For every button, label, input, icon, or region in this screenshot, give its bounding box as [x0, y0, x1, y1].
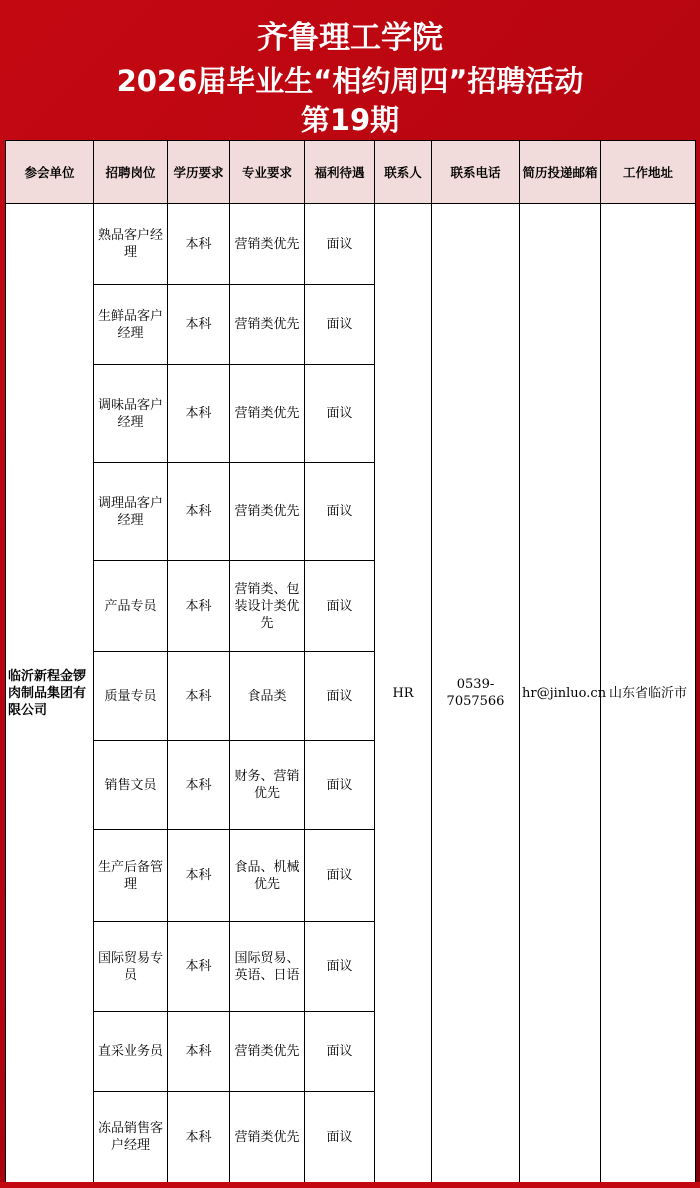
education-cell: 本科 — [168, 1012, 230, 1092]
education-cell: 本科 — [168, 463, 230, 561]
col-header-phone: 联系电话 — [432, 141, 520, 204]
education-cell: 本科 — [168, 561, 230, 652]
event-title: 2026届毕业生“相约周四”招聘活动 — [116, 64, 584, 98]
position-cell: 产品专员 — [94, 561, 168, 652]
col-header-contact: 联系人 — [375, 141, 432, 204]
poster-title — [0, 0, 700, 140]
welfare-cell: 面议 — [305, 365, 375, 463]
welfare-cell: 面议 — [305, 204, 375, 285]
major-cell: 营销类优先 — [230, 365, 305, 463]
bottom-decoration — [0, 1182, 700, 1188]
welfare-cell: 面议 — [305, 1012, 375, 1092]
position-cell: 销售文员 — [94, 741, 168, 830]
recruitment-table — [5, 140, 696, 1183]
major-cell: 营销类、包装设计类优先 — [230, 561, 305, 652]
welfare-cell: 面议 — [305, 741, 375, 830]
major-cell: 营销类优先 — [230, 1092, 305, 1183]
position-cell: 调味品客户经理 — [94, 365, 168, 463]
education-cell: 本科 — [168, 652, 230, 741]
welfare-cell: 面议 — [305, 830, 375, 922]
education-cell: 本科 — [168, 285, 230, 365]
major-cell: 营销类优先 — [230, 285, 305, 365]
education-cell: 本科 — [168, 204, 230, 285]
col-header-position: 招聘岗位 — [94, 141, 168, 204]
position-cell: 熟品客户经理 — [94, 204, 168, 285]
col-header-address: 工作地址 — [601, 141, 696, 204]
table-header-row — [6, 141, 696, 204]
phone-cell: 0539-7057566 — [432, 204, 520, 1183]
welfare-cell: 面议 — [305, 652, 375, 741]
major-cell: 国际贸易、英语、日语 — [230, 922, 305, 1012]
position-cell: 直采业务员 — [94, 1012, 168, 1092]
welfare-cell: 面议 — [305, 922, 375, 1012]
education-cell: 本科 — [168, 830, 230, 922]
address-cell: 山东省临沂市 — [601, 204, 696, 1183]
major-cell: 食品类 — [230, 652, 305, 741]
contact-cell: HR — [375, 204, 432, 1183]
table-row — [6, 204, 696, 285]
position-cell: 质量专员 — [94, 652, 168, 741]
education-cell: 本科 — [168, 922, 230, 1012]
welfare-cell: 面议 — [305, 1092, 375, 1183]
major-cell: 营销类优先 — [230, 204, 305, 285]
position-cell: 生鲜品客户经理 — [94, 285, 168, 365]
col-header-email: 简历投递邮箱 — [520, 141, 601, 204]
col-header-company: 参会单位 — [6, 141, 94, 204]
position-cell: 国际贸易专员 — [94, 922, 168, 1012]
school-name: 齐鲁理工学院 — [257, 20, 443, 56]
major-cell: 食品、机械优先 — [230, 830, 305, 922]
major-cell: 财务、营销优先 — [230, 741, 305, 830]
education-cell: 本科 — [168, 741, 230, 830]
col-header-major: 专业要求 — [230, 141, 305, 204]
position-cell: 调理品客户经理 — [94, 463, 168, 561]
welfare-cell: 面议 — [305, 285, 375, 365]
recruitment-table-container — [5, 140, 695, 1182]
event-issue: 第19期 — [300, 103, 400, 137]
welfare-cell: 面议 — [305, 561, 375, 652]
major-cell: 营销类优先 — [230, 1012, 305, 1092]
education-cell: 本科 — [168, 1092, 230, 1183]
position-cell: 生产后备管理 — [94, 830, 168, 922]
company-cell: 临沂新程金锣肉制品集团有限公司 — [6, 204, 94, 1183]
education-cell: 本科 — [168, 365, 230, 463]
col-header-welfare: 福利待遇 — [305, 141, 375, 204]
col-header-education: 学历要求 — [168, 141, 230, 204]
major-cell: 营销类优先 — [230, 463, 305, 561]
welfare-cell: 面议 — [305, 463, 375, 561]
email-cell: hr@jinluo.cn — [520, 204, 601, 1183]
position-cell: 冻品销售客户经理 — [94, 1092, 168, 1183]
